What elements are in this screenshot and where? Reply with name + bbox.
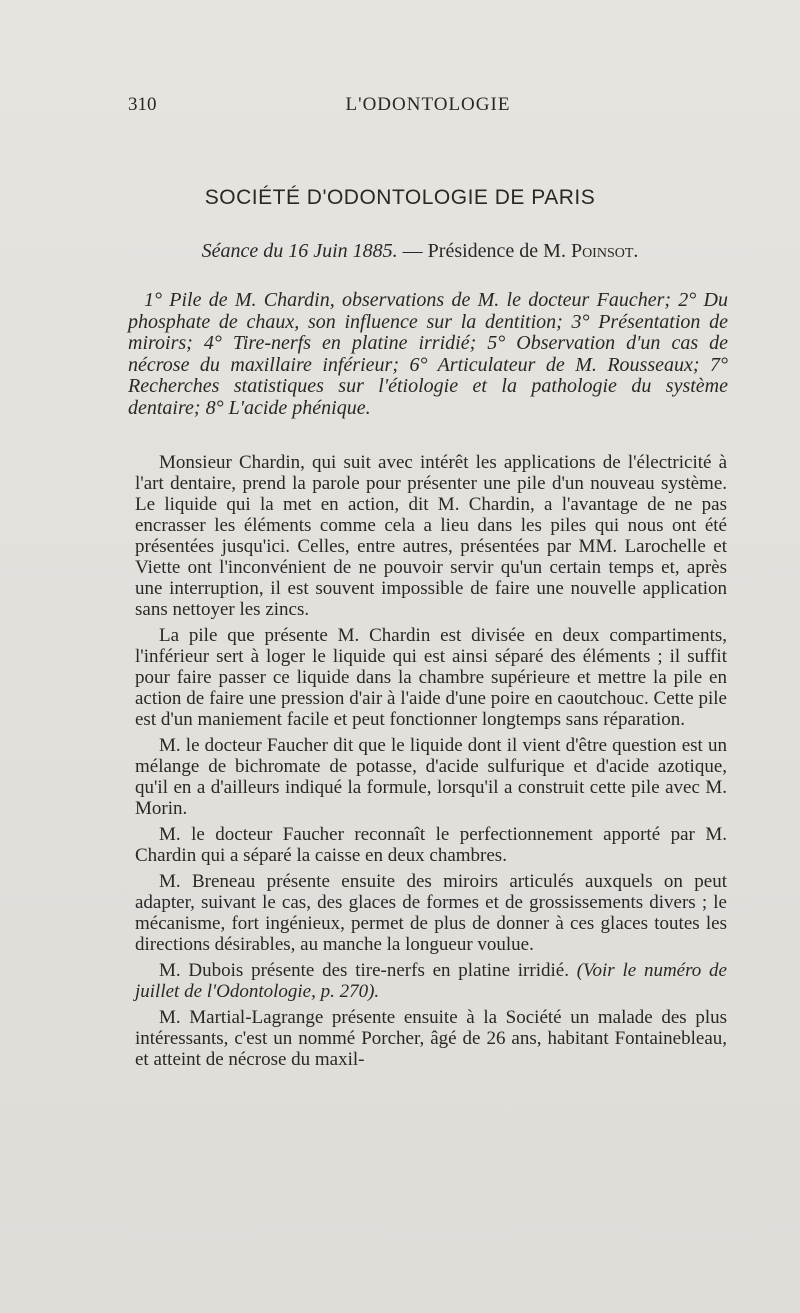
body-text [135, 452, 727, 1070]
paragraph-breneau: M. Breneau présente ensuite des miroirs articulés auxquels on peut adapter, suivant le cas, des glaces de formes et de grossissements divers ; le mécanisme, fort ingénieux, permet de plus de donner à ces glaces toutes les directions désirables, au manche la longueur voulue. [135, 871, 727, 955]
dubois-reference: (Voir le numéro de juillet de l'Odontologie, p. 270). [135, 960, 727, 1002]
running-header [128, 94, 728, 118]
paragraph-martial-lagrange: M. Martial-Lagrange présente ensuite à la Société un malade des plus intéressants, c'est un nommé Porcher, âgé de 26 ans, habitant Fontainebleau, et atteint de nécrose du maxil- [135, 1007, 727, 1070]
paragraph-faucher-perfectionnement: M. le docteur Faucher reconnaît le perfectionnement apporté par M. Chardin qui a séparé la caisse en deux chambres. [135, 824, 727, 866]
page-number: 310 [128, 94, 157, 115]
journal-title: L'ODONTOLOGIE [345, 94, 511, 115]
president-name: Poinsot. [570, 240, 639, 262]
session-summary [128, 290, 728, 419]
summary-text: 1° Pile de M. Chardin, observations de M. le docteur Faucher; 2° Du phosphate de chaux, son influence sur la dentition; 3° Présentation de miroirs; 4° Tire-nerfs en platine irridié; 5° Observation d'un cas de nécrose du maxillaire inférieur; 6° Articulateur de M. Rousseaux; 7° Recherches statistiques sur l'étiologie et la pathologie du système dentaire; 8° L'acide phénique. [128, 289, 728, 419]
paragraph-chardin: Monsieur Chardin, qui suit avec intérêt les applications de l'électricité à l'art dentaire, prend la parole pour présenter une pile d'un nouveau système. Le liquide qui la met en action, dit M. Chardin, a l'avantage de ne pas encrasser les éléments comme cela a lieu dans les piles qui nous ont été présentées jusqu'ici. Celles, entre autres, présentées par MM. Larochelle et Viette ont l'inconvénient de ne pouvoir servir qu'un certain temps et, après une interruption, il est souvent impossible de faire une nouvelle application sans nettoyer les zincs. [135, 452, 727, 620]
paragraph-dubois [135, 960, 727, 1002]
presidence-label: — Présidence de M. [397, 240, 571, 262]
paragraph-faucher-liquide: M. le docteur Faucher dit que le liquide dont il vient d'être question est un mélange de bichromate de potasse, d'acide sulfurique et d'acide azotique, qu'il en a d'ailleurs indiqué la formule, lorsqu'il a construit cette pile avec M. Morin. [135, 735, 727, 819]
paragraph-pile: La pile que présente M. Chardin est divisée en deux compartiments, l'inférieur sert à loger le liquide qui est ainsi séparé des éléments ; il suffit pour faire passer ce liquide dans la chambre supérieure et mettre la pile en action de faire une pression d'air à l'aide d'une poire en caoutchouc. Cette pile est d'un maniement facile et peut fonctionner longtemps sans réparation. [135, 625, 727, 730]
session-date: Séance du 16 Juin 1885. [201, 240, 398, 262]
dubois-text: M. Dubois présente des tire-nerfs en platine irridié. [159, 960, 577, 981]
section-title: SOCIÉTÉ D'ODONTOLOGIE DE PARIS [204, 186, 596, 209]
session-line [0, 240, 800, 263]
